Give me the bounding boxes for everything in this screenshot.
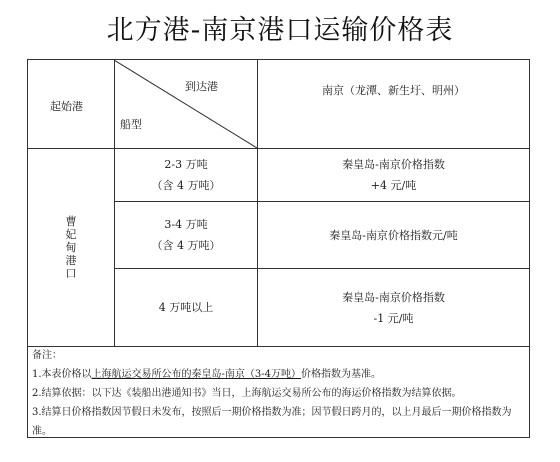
ship-type-line1: 3-4 万吨	[164, 218, 208, 231]
destination-header: 南京（龙潭、新生圩、明州）	[322, 83, 465, 97]
note-1-underlined: 上海航运交易所公布的秦皇岛-南京（3-4万吨）	[91, 369, 302, 380]
price-cell	[258, 149, 529, 201]
note-3: 3.结算日价格指数因节假日未发布，按照后一期价格指数为准；因节假日跨月的，以上月最后一期价格指数为准。	[32, 407, 512, 437]
ship-type-header: 船型	[120, 118, 142, 131]
ship-type-cell	[115, 149, 257, 201]
price-line2: -1 元/吨	[373, 311, 414, 325]
price-line2: +4 元/吨	[370, 179, 417, 192]
price-table	[27, 59, 530, 438]
origin-port-cell	[28, 149, 114, 346]
arrival-port-header: 到达港	[185, 80, 218, 93]
note-2: 2.结算依据：以下达《装船出港通知书》当日，上海航运交易所公布的海运价格指数为结算依据。	[32, 388, 462, 399]
price-line1: 秦皇岛-南京价格指数	[342, 290, 445, 304]
page-title: 北方港-南京港口运输价格表	[106, 15, 454, 46]
note-1-prefix: 1.本表价格以	[32, 369, 92, 380]
notes-section	[32, 346, 527, 441]
origin-port-header: 起始港	[50, 100, 83, 113]
price-cell	[258, 202, 529, 268]
ship-type-cell	[115, 202, 257, 268]
origin-port-text: 曹妃甸港口	[65, 215, 77, 280]
price-cell	[258, 269, 529, 346]
note-1-suffix: 价格指数为基准。	[301, 369, 382, 380]
notes-heading: 备注：	[32, 350, 62, 361]
note-1	[32, 365, 527, 384]
ship-type-cell	[115, 269, 257, 346]
ship-type-line1: 2-3 万吨	[164, 158, 208, 171]
ship-type-line2: （含 4 万吨）	[151, 179, 221, 192]
price-line1: 秦皇岛-南京价格指数元/吨	[329, 228, 458, 242]
ship-type-line1: 4 万吨以上	[158, 301, 214, 314]
ship-type-line2: （含 4 万吨）	[151, 239, 221, 252]
price-line1: 秦皇岛-南京价格指数	[342, 158, 445, 171]
diagonal-divider	[114, 60, 257, 148]
